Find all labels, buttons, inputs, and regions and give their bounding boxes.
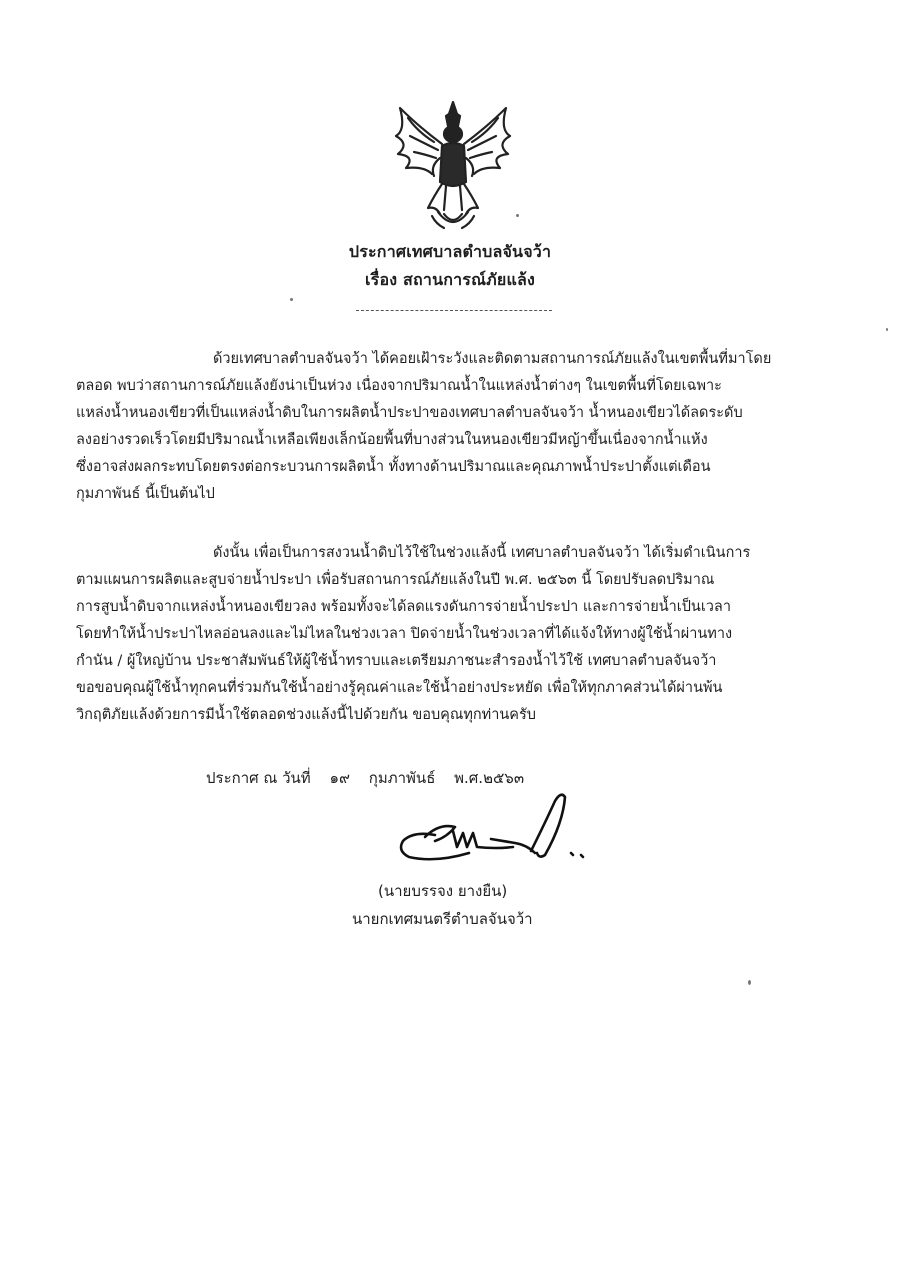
paragraph-line: กุมภาพันธ์ นี้เป็นต้นไป (76, 486, 215, 502)
paragraph-line: ตามแผนการผลิตและสูบจ่ายน้ำประปา เพื่อรับสถานการณ์ภัยแล้งในปี พ.ศ. ๒๕๖๓ นี้ โดยปรับลดปริมาณ (76, 572, 715, 588)
date-prefix: ประกาศ ณ วันที่ (206, 769, 311, 787)
paragraph-line: แหล่งน้ำหนองเขียวที่เป็นแหล่งน้ำดิบในการผลิตน้ำประปาของเทศบาลตำบลจันจว้า น้ำหนองเขียวได้ลดระดับ (76, 405, 743, 421)
scan-speck (748, 980, 751, 985)
title-divider (356, 310, 552, 311)
date-month: กุมภาพันธ์ (368, 769, 436, 787)
date-day: ๑๙ (329, 769, 350, 787)
date-year: พ.ศ.๒๕๖๓ (454, 769, 525, 787)
paragraph-line: วิกฤติภัยแล้งด้วยการมีน้ำใช้ตลอดช่วงแล้งนี้ไปด้วยกัน ขอบคุณทุกท่านครับ (76, 707, 536, 723)
paragraph-line: ด้วยเทศบาลตำบลจันจว้า ได้คอยเฝ้าระวังและติดตามสถานการณ์ภัยแล้งในเขตพื้นที่มาโดย (213, 351, 772, 367)
paragraph-line: ซึ่งอาจส่งผลกระทบโดยตรงต่อกระบวนการผลิตน้ำ ทั้งทางด้านปริมาณและคุณภาพน้ำประปาตั้งแต่เดือน (76, 459, 711, 475)
paragraph-2 (76, 540, 825, 729)
signature-image (395, 783, 595, 883)
signer-position: นายกเทศมนตรีตำบลจันจว้า (352, 910, 533, 928)
paragraph-line: ดังนั้น เพื่อเป็นการสงวนน้ำดิบไว้ใช้ในช่วงแล้งนี้ เทศบาลตำบลจันจว้า ได้เริ่มดำเนินการ (213, 545, 751, 561)
paragraph-line: การสูบน้ำดิบจากแหล่งน้ำหนองเขียวลง พร้อมทั้งจะได้ลดแรงดันการจ่ายน้ำประปา และการจ่ายน้ำเป็นเวลา (76, 599, 731, 615)
scan-speck (290, 298, 293, 301)
document-subject: เรื่อง สถานการณ์ภัยแล้ง (365, 270, 535, 289)
paragraph-line: โดยทำให้น้ำประปาไหลอ่อนลงและไม่ไหลในช่วงเวลา ปิดจ่ายน้ำในช่วงเวลาที่ได้แจ้งให้ทางผู้ใช้น้ำผ่านทาง (76, 626, 733, 642)
document-title: ประกาศเทศบาลตำบลจันจว้า (348, 242, 552, 261)
paragraph-line: กำนัน / ผู้ใหญ่บ้าน ประชาสัมพันธ์ให้ผู้ใช้น้ำทราบและเตรียมภาชนะสำรองน้ำไว้ใช้ เทศบาลตำบลจันจว้า (76, 653, 717, 669)
garuda-emblem-icon (388, 96, 518, 234)
paragraph-line: ลงอย่างรวดเร็วโดยมีปริมาณน้ำเหลือเพียงเล็กน้อยพื้นที่บางส่วนในหนองเขียวมีหญ้าขึ้นเนื่องจากน้ำแห้ง (76, 432, 708, 448)
scan-speck (516, 214, 519, 217)
signer-name: (นายบรรจง ยางยืน) (378, 882, 508, 900)
scan-speck (886, 328, 888, 331)
paragraph-line: ตลอด พบว่าสถานการณ์ภัยแล้งยังน่าเป็นห่วง เนื่องจากปริมาณน้ำในแหล่งน้ำต่างๆ ในเขตพื้นที่โดยเฉพาะ (76, 378, 722, 394)
paragraph-1 (76, 346, 825, 508)
paragraph-line: ขอขอบคุณผู้ใช้น้ำทุกคนที่ร่วมกันใช้น้ำอย่างรู้คุณค่าและใช้น้ำอย่างประหยัด เพื่อให้ทุกภาคส่วนได้ผ่านพ้น (76, 680, 723, 696)
